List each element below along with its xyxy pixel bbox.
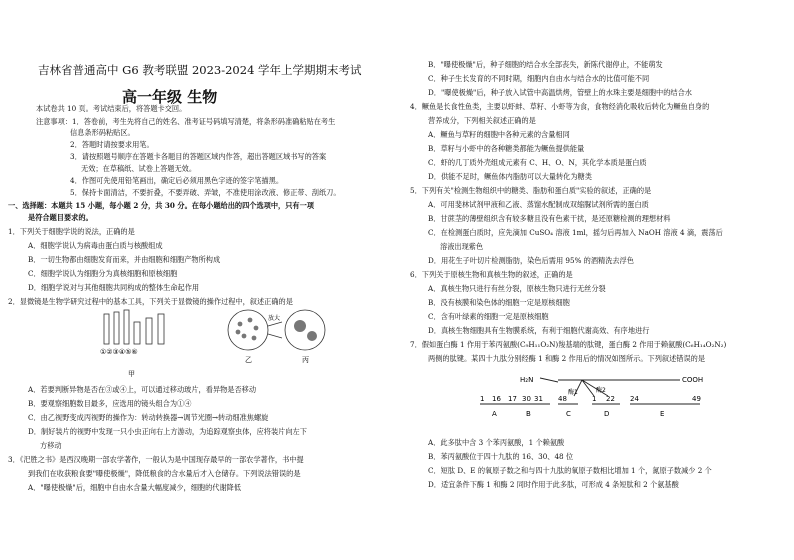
- residue-number: 30: [522, 395, 531, 403]
- q3-option-d: D．"曝使极燥"后，种子放入试管中高温烘烤，管壁上的水珠主要是细胞中的结合水: [428, 88, 692, 97]
- fragment-label: E: [660, 410, 665, 418]
- q6-option-a: A．真核生物只进行有丝分裂，原核生物只进行无丝分裂: [428, 284, 606, 293]
- q4-stem-cont: 营养成分，下列相关叙述正确的是: [428, 116, 536, 125]
- notice-item: 5．保持卡面清洁，不要折叠，不要弄破、弄皱，不准使用涂改液、修正带、刮纸刀。: [70, 188, 341, 197]
- figure-label-jia: 甲: [128, 370, 135, 378]
- notice-item: 4．作图可先使用铅笔画出，确定后必须用黑色字迹的签字笔描黑。: [70, 176, 284, 185]
- q6-option-c: C．含有叶绿素的细胞一定是原核细胞: [428, 312, 549, 321]
- residue-number: 1: [480, 395, 485, 403]
- q2-option-c: C．由乙视野变成丙视野的操作为：转动转换器→调节光圈→转动细准焦螺旋: [28, 413, 269, 422]
- q4-option-d: D．供能不足时，鳜鱼体内脂肪可以大量转化为糖类: [428, 172, 592, 181]
- residue-number: 22: [606, 395, 615, 403]
- residue-number: 31: [534, 395, 543, 403]
- fragment-label: B: [526, 410, 531, 418]
- q3-option-b: B．"曝使极燥"后，种子细胞的结合水全部丧失，新陈代谢停止，不能萌发: [428, 60, 663, 69]
- residue-number: 48: [558, 395, 567, 403]
- q5-option-d: D．用花生子叶切片检测脂肪，染色后需用 95% 的酒精洗去浮色: [428, 256, 634, 265]
- q4-stem: 4．鳜鱼是长食性鱼类，主要以虾蚌、草籽、小虾等为食，食物经消化吸收后转化为鳜鱼自身的: [410, 102, 710, 111]
- residue-number: 1: [592, 395, 597, 403]
- q3-option-c: C．种子生长发育的不同时期，细胞内自由水与结合水的比值可能不同: [428, 74, 650, 83]
- q1-stem: 1．下列关于细胞学说的说法，正确的是: [8, 227, 135, 236]
- q2-option-d-cont: 方移动: [40, 441, 62, 450]
- q1-option-a: A．细胞学说认为病毒由蛋白质与核酸组成: [28, 241, 163, 250]
- q1-option-c: C．细胞学说认为细胞分为真核细胞和原核细胞: [28, 269, 178, 278]
- notice-item: 3．请按照题号顺序在答题卡各题目的答题区域内作答，超出答题区域书写的答案: [70, 152, 327, 161]
- q6-option-d: D．真核生物细胞具有生物膜系统，有利于细胞代谢高效、有序地进行: [428, 326, 650, 335]
- q7-option-c: C．短肽 D、E 的氧原子数之和与四十九肽的氧原子数相比增加 1 个，氮原子数减少 2 个: [428, 466, 712, 475]
- fragment-label: D: [604, 410, 610, 418]
- enzyme2-label: 酶2: [596, 387, 606, 394]
- notice-item: 注意事项：1．答卷前，考生先将自己的姓名、准考证号码填写清楚，将条形码准确粘贴在考生: [36, 117, 336, 126]
- residue-number: 17: [508, 395, 517, 403]
- q4-option-a: A．鳜鱼与草籽的细胞中各种元素的含量相同: [428, 130, 570, 139]
- q5-stem: 5．下列有关"检测生物组织中的糖类、脂肪和蛋白质"实验的叙述，正确的是: [410, 186, 652, 195]
- q7-option-d: D．适宜条件下酶 1 和酶 2 同时作用于此多肽，可形成 4 条短肽和 2 个氨基酸: [428, 480, 679, 489]
- q5-option-c: C．在检测蛋白质时，应先滴加 CuSO₄ 溶液 1ml，摇匀后再加入 NaOH 溶液 4 滴，震荡后: [428, 228, 723, 237]
- q4-option-c: C．虾的几丁质外壳组成元素有 C、H、O、N，其化学本质是蛋白质: [428, 158, 647, 167]
- q4-option-b: B．草籽与小虾中的各种糖类都能为鳜鱼提供能量: [428, 144, 585, 153]
- section-heading: 一、选择题：本题共 15 小题，每小题 2 分，共 30 分。在每小题给出的四个选项中，只有一项: [8, 201, 314, 210]
- q6-stem: 6．下列关于原核生物和真核生物的叙述，正确的是: [410, 270, 573, 279]
- q2-stem: 2．显微镜是生物学研究过程中的基本工具，下列关于显微镜的操作过程中，叙述正确的是: [8, 297, 293, 306]
- q7-option-a: A．此多肽中含 3 个苯丙氨酸，1 个赖氨酸: [428, 438, 565, 447]
- exam-title: 吉林省普通高中 G6 教考联盟 2023-2024 学年上学期期末考试: [38, 63, 362, 77]
- notice-item: 无效；在草稿纸、试卷上答题无效。: [81, 164, 197, 173]
- q2-option-b: B．要观察细胞数目最多，应选用的镜头组合为①④: [28, 399, 192, 408]
- microscope-figure: [100, 308, 340, 382]
- tube-labels: ①②③④⑤⑥: [100, 348, 138, 356]
- q3-stem-cont: 到我们在收获粮食要"曝使极燥"，降低粮食的含水量后才入仓储存。下列说法错误的是: [28, 469, 301, 478]
- peptide-figure: [470, 368, 730, 428]
- residue-number: 49: [692, 395, 701, 403]
- q2-option-a: A．若要判断异物是否在③或④上，可以通过移动玻片，看异物是否移动: [28, 385, 257, 394]
- exam-subtitle: 高一年级 生物: [122, 88, 218, 106]
- q6-option-b: B．没有核膜和染色体的细胞一定是原核细胞: [428, 298, 570, 307]
- section-heading-cont: 是符合题目要求的。: [28, 213, 93, 222]
- residue-number: 16: [492, 395, 501, 403]
- q2-option-d: D．制好装片的视野中发现一只小虫正向右上方游动，为追踪观察虫体，应将装片向左下: [28, 427, 307, 436]
- notice-item: 信息条形码粘贴区。: [70, 128, 135, 137]
- q3-option-a: A．"曝使极燥"后，细胞中自由水含量大幅度减少，细胞的代谢降低: [28, 483, 242, 492]
- figure-label-bing: 丙: [302, 356, 309, 364]
- figure-label-yi: 乙: [245, 356, 252, 364]
- q7-stem: 7．假如蛋白酶 1 作用于苯丙氨酸(C₉H₁₁O₂N)羧基端的肽键，蛋白酶 2 作用于赖氨酸(C₆H₁₄O₂N₂): [410, 340, 727, 349]
- residue-number: 24: [630, 395, 639, 403]
- q5-option-b: B．甘蔗茎的薄壁组织含有较多糖且没有色素干扰，是还原糖检测的理想材料: [428, 214, 671, 223]
- q5-option-c-cont: 溶液出现紫色: [440, 242, 484, 251]
- zoom-label: 放大: [268, 315, 281, 322]
- fragment-label: C: [566, 410, 571, 418]
- n-terminus: H₂N: [520, 376, 534, 384]
- q7-option-b: B．苯丙氨酸位于四十九肽的 16、30、48 位: [428, 452, 574, 461]
- q7-stem-cont: 两侧的肽键。某四十九肽分别经酶 1 和酶 2 作用后的情况如图所示。下列叙述错误的是: [428, 354, 706, 363]
- notice-intro: 本试卷共 10 页。考试结束后，将答题卡交回。: [36, 104, 187, 113]
- c-terminus: COOH: [682, 376, 704, 384]
- notice-item: 2．答题时请按要求用笔。: [70, 140, 154, 149]
- enzyme1-label: 酶1: [568, 389, 578, 396]
- q1-option-d: D．细胞学说对与其他细胞共同构成的整体生命起作用: [28, 283, 200, 292]
- q3-stem: 3．《汜胜之书》是西汉晚期一部农学著作，一般认为是中国现存最早的一部农学著作，书中提: [8, 455, 304, 464]
- q5-option-a: A．可用斐林试剂甲液和乙液、蒸馏水配制成双缩脲试剂所需的蛋白质: [428, 200, 649, 209]
- q1-option-b: B．一切生物都由细胞发育而来，并由细胞和细胞产物所构成: [28, 255, 221, 264]
- fragment-label: A: [492, 410, 497, 418]
